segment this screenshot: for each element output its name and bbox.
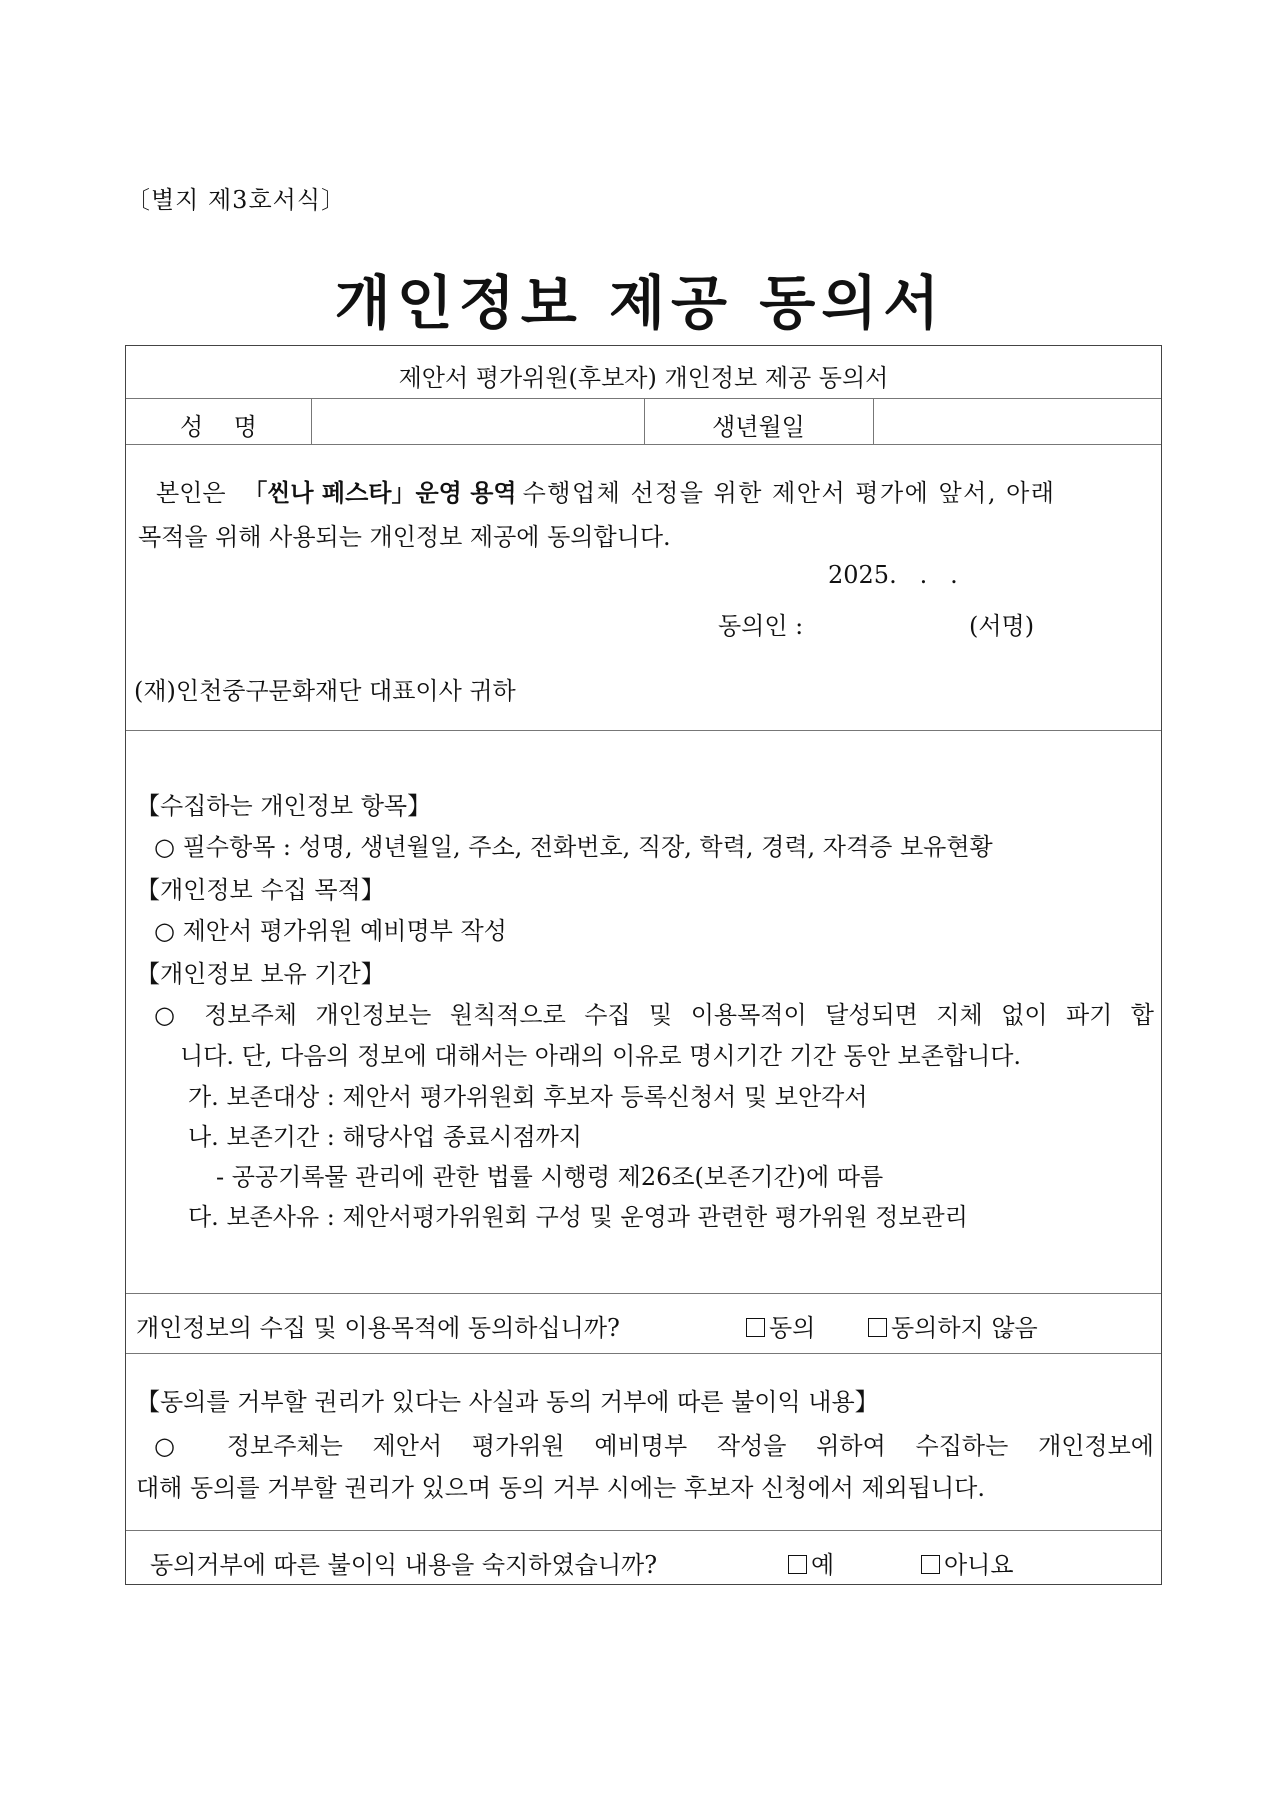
- purpose-text: ○ 제안서 평가위원 예비명부 작성: [154, 917, 507, 945]
- retention-heading: 【개인정보 보유 기간】: [136, 960, 385, 988]
- birthdate-label: 생년월일: [712, 413, 805, 441]
- table-heading: 제안서 평가위원(후보자) 개인정보 제공 동의서: [398, 364, 889, 392]
- refusal-line-2: 대해 동의를 거부할 권리가 있으며 동의 거부 시에는 후보자 신청에서 제외됩니다.: [136, 1474, 985, 1502]
- consent-form-table: [125, 345, 1162, 1585]
- acknowledge-no-option[interactable]: [921, 1545, 1014, 1580]
- consent-yes-label: 동의: [769, 1314, 816, 1342]
- checkbox-icon[interactable]: [921, 1555, 940, 1574]
- refusal-heading: 【동의를 거부할 권리가 있다는 사실과 동의 거부에 따른 불이익 내용】: [136, 1388, 879, 1416]
- acknowledge-no-label: 아니요: [944, 1551, 1014, 1579]
- consent-lead: 본인은: [156, 479, 226, 507]
- acknowledge-yes-label: 예: [811, 1551, 835, 1579]
- project-name: 「씬나 페스타」운영 용역: [243, 479, 517, 507]
- collected-items-heading: 【수집하는 개인정보 항목】: [136, 792, 432, 820]
- signer-label: 동의인 :: [718, 612, 804, 640]
- name-field[interactable]: [312, 399, 643, 444]
- consent-no-label: 동의하지 않음: [891, 1314, 1038, 1342]
- consent-line-2: 목적을 위해 사용되는 개인정보 제공에 동의합니다.: [138, 523, 671, 551]
- retention-target: 가. 보존대상 : 제안서 평가위원회 후보자 등록신청서 및 보안각서: [188, 1083, 868, 1111]
- row-divider: [126, 444, 1161, 445]
- row-divider: [126, 1293, 1161, 1294]
- consent-no-option[interactable]: [868, 1308, 1038, 1343]
- consent-yes-option[interactable]: [746, 1308, 815, 1343]
- document-title: 개인정보 제공 동의서: [334, 269, 946, 337]
- row-divider: [126, 730, 1161, 731]
- consent-question: 개인정보의 수집 및 이용목적에 동의하십니까?: [136, 1314, 620, 1342]
- retention-line-1: ○ 정보주체 개인정보는 원칙적으로 수집 및 이용목적이 달성되면 지체 없이 파기 합: [154, 1001, 1154, 1029]
- collected-items-text: ○ 필수항목 : 성명, 생년월일, 주소, 전화번호, 직장, 학력, 경력, 자격증 보유현황: [154, 833, 993, 861]
- birthdate-field[interactable]: [874, 399, 1162, 444]
- retention-period: 나. 보존기간 : 해당사업 종료시점까지: [188, 1123, 582, 1151]
- checkbox-icon[interactable]: [746, 1318, 765, 1337]
- signature-label: (서명): [969, 612, 1035, 640]
- name-label: 성 명: [180, 413, 257, 441]
- form-label: 〔별지 제3호서식〕: [126, 186, 347, 214]
- retention-reason: 다. 보존사유 : 제안서평가위원회 구성 및 운영과 관련한 평가위원 정보관리: [188, 1203, 968, 1231]
- retention-line-2: 니다. 단, 다음의 정보에 대해서는 아래의 이유로 명시기간 기간 동안 보존합니다.: [180, 1042, 1022, 1070]
- consent-line-1-rest: 수행업체 선정을 위한 제안서 평가에 앞서, 아래: [522, 479, 1056, 507]
- retention-law-note: - 공공기록물 관리에 관한 법률 시행령 제26조(보존기간)에 따름: [216, 1163, 884, 1191]
- row-divider: [126, 1353, 1161, 1354]
- purpose-heading: 【개인정보 수집 목적】: [136, 876, 385, 904]
- refusal-line-1: ○ 정보주체는 제안서 평가위원 예비명부 작성을 위하여 수집하는 개인정보에: [154, 1432, 1154, 1460]
- acknowledge-question: 동의거부에 따른 불이익 내용을 숙지하였습니까?: [150, 1551, 658, 1579]
- checkbox-icon[interactable]: [788, 1555, 807, 1574]
- row-divider: [126, 1530, 1161, 1531]
- consent-date: 2025. . .: [828, 561, 958, 589]
- addressee: (재)인천중구문화재단 대표이사 귀하: [134, 677, 516, 705]
- acknowledge-yes-option[interactable]: [788, 1545, 834, 1580]
- consent-line-1: [138, 473, 1150, 508]
- checkbox-icon[interactable]: [868, 1318, 887, 1337]
